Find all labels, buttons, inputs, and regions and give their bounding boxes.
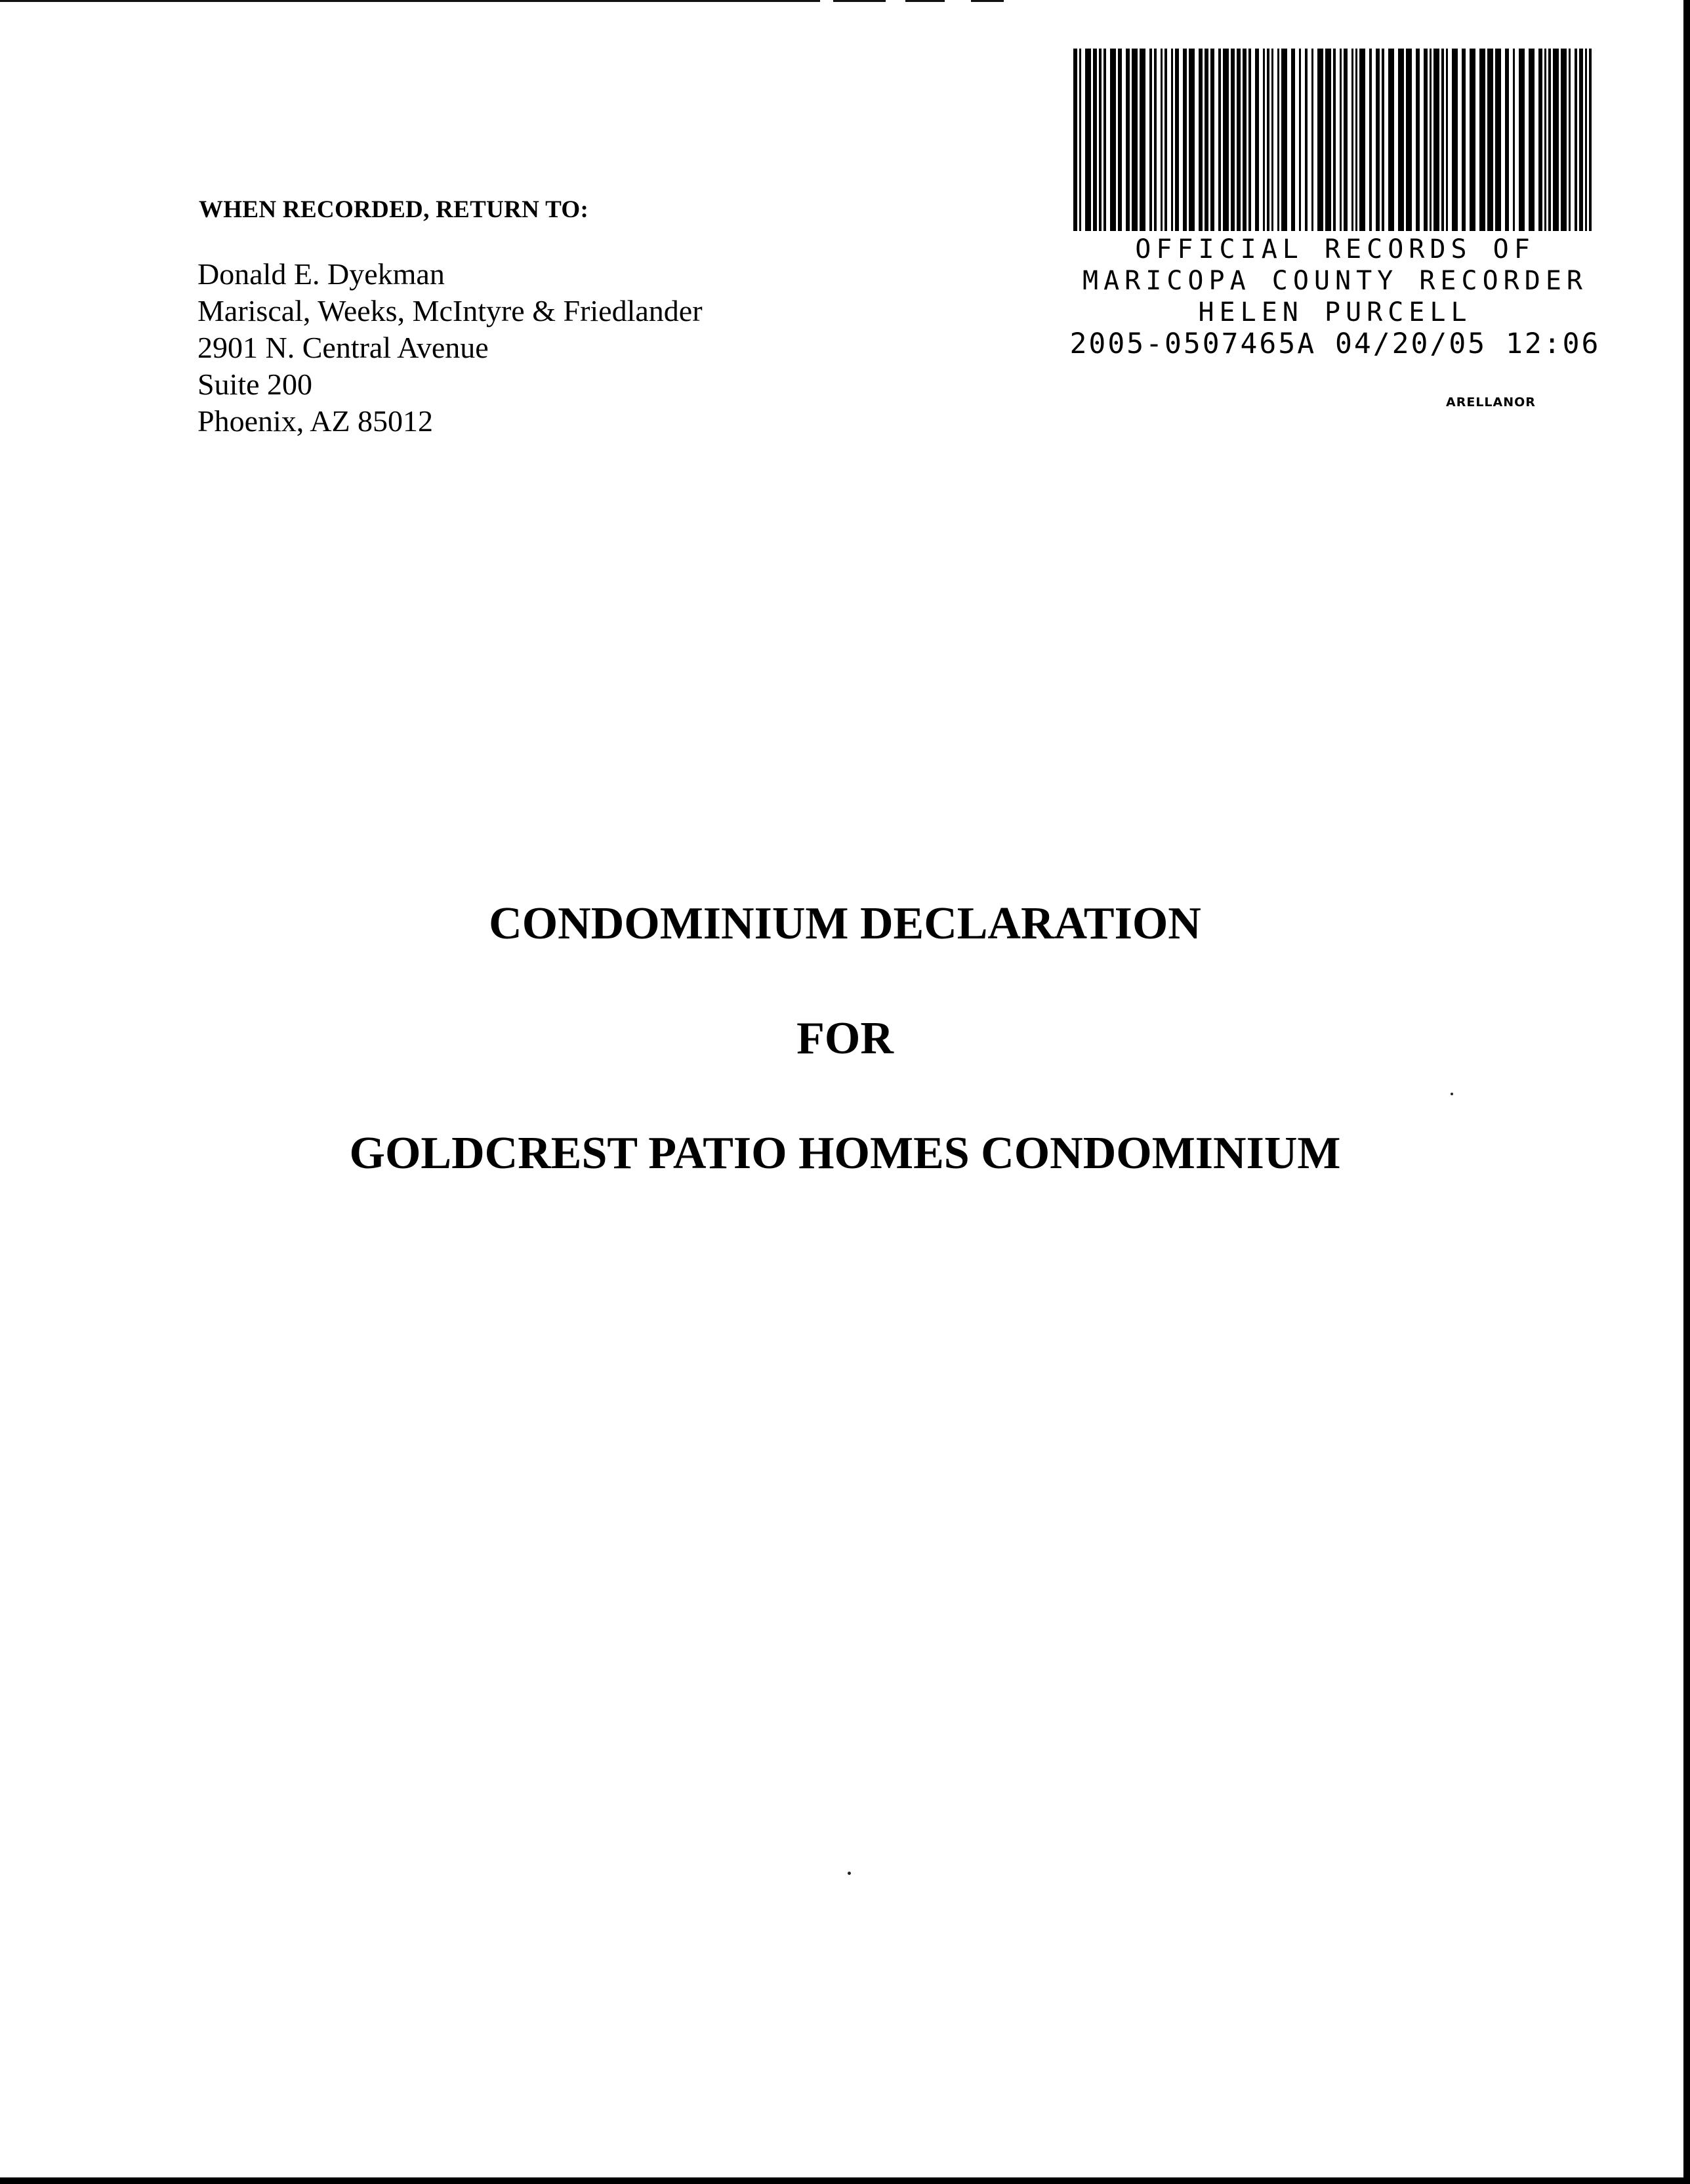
barcode-bar — [1271, 49, 1273, 231]
barcode-bar — [1311, 49, 1313, 231]
barcode-bar — [1281, 49, 1287, 231]
barcode-bar — [1243, 49, 1247, 231]
address-line-name: Donald E. Dyekman — [197, 257, 445, 291]
barcode-bar — [1333, 49, 1336, 231]
barcode-bar — [1183, 49, 1187, 231]
record-date: 04/20/05 — [1334, 327, 1487, 360]
barcode-bar — [1223, 49, 1229, 231]
document-number: 2005-0507465A — [1069, 327, 1317, 360]
barcode-bar — [1355, 49, 1357, 231]
barcode-bar — [1579, 49, 1583, 231]
barcode-bar — [1538, 49, 1542, 231]
barcode-bar — [1149, 49, 1152, 231]
barcode-bar — [1406, 49, 1412, 231]
barcode-bar — [1267, 49, 1269, 231]
barcode-bar — [1175, 49, 1179, 231]
barcode-bar — [1248, 49, 1251, 231]
barcode-bar — [1487, 49, 1493, 231]
barcode-bar — [1118, 49, 1122, 231]
recording-info — [1050, 328, 1620, 360]
barcode-bar — [1561, 49, 1567, 231]
barcode-bar — [1452, 49, 1458, 231]
recorder-office-line1: OFFICIAL RECORDS OF — [1135, 234, 1535, 264]
barcode-bar — [1189, 49, 1195, 231]
barcode-bar — [1433, 49, 1439, 231]
barcode-bar — [1351, 49, 1353, 231]
barcode-bar — [1340, 49, 1342, 231]
record-time: 12:06 — [1505, 327, 1601, 360]
barcode-bar — [1376, 49, 1380, 231]
address-line-suite: Suite 200 — [197, 368, 313, 401]
barcode-bar — [1430, 49, 1432, 231]
barcode-bar — [1140, 49, 1145, 231]
address-line-city: Phoenix, AZ 85012 — [197, 404, 434, 438]
recorder-stamp — [1050, 234, 1620, 360]
barcode-bar — [1359, 49, 1365, 231]
barcode-bar — [1398, 49, 1404, 231]
barcode-bar — [1073, 49, 1077, 231]
barcode-bar — [1299, 49, 1301, 231]
barcode-bar — [1263, 49, 1265, 231]
barcode-bar — [1513, 49, 1515, 231]
scan-bottom-edge — [0, 2177, 1690, 2184]
barcode-bar — [1210, 49, 1214, 231]
barcode-bar — [1325, 49, 1331, 231]
barcode-bar — [1126, 49, 1130, 231]
barcode-bar — [1079, 49, 1081, 231]
barcode-bar — [1544, 49, 1546, 231]
barcode-bar — [1441, 49, 1444, 231]
scan-speck — [1451, 1093, 1453, 1095]
scan-top-rule — [0, 0, 1037, 2]
address-line-firm: Mariscal, Weeks, McIntyre & Friedlander — [197, 294, 703, 327]
barcode-bar — [1085, 49, 1091, 231]
barcode-bar — [1369, 49, 1372, 231]
return-to-heading: WHEN RECORDED, RETURN TO: — [199, 196, 589, 223]
barcode-bar — [1218, 49, 1221, 231]
barcode-bar — [1589, 49, 1592, 231]
barcode-bar — [1462, 49, 1466, 231]
barcode-bar — [1553, 49, 1559, 231]
barcode-bar — [1255, 49, 1259, 231]
barcode-bar — [1548, 49, 1551, 231]
barcode-bar — [1382, 49, 1384, 231]
address-line-street: 2901 N. Central Avenue — [197, 331, 489, 364]
document-title-line3: GOLDCREST PATIO HOMES CONDOMINIUM — [349, 1128, 1341, 1179]
barcode-bar — [1529, 49, 1535, 231]
barcode-bar — [1103, 49, 1106, 231]
scan-right-edge — [1683, 0, 1690, 2184]
barcode-bar — [1519, 49, 1525, 231]
recorder-office-line2: MARICOPA COUNTY RECORDER — [1082, 266, 1588, 296]
scan-speck — [848, 1872, 851, 1875]
recorder-name: HELEN PURCELL — [1198, 297, 1472, 327]
barcode-bar — [1164, 49, 1167, 231]
barcode-bar — [1470, 49, 1475, 231]
barcode-bar — [1416, 49, 1420, 231]
barcode-bar — [1237, 49, 1241, 231]
barcode-bar — [1199, 49, 1203, 231]
barcode-bar — [1424, 49, 1428, 231]
barcode-bar — [1495, 49, 1501, 231]
barcode-bar — [1205, 49, 1208, 231]
barcode-bar — [1231, 49, 1235, 231]
clerk-id: ARELLANOR — [1446, 395, 1536, 410]
document-title-line1: CONDOMINIUM DECLARATION — [489, 898, 1201, 949]
barcode-bar — [1575, 49, 1577, 231]
barcode-bar — [1132, 49, 1138, 231]
barcode-bar — [1099, 49, 1102, 231]
barcode-bar — [1093, 49, 1097, 231]
barcode-bar — [1344, 49, 1348, 231]
barcode-bar — [1585, 49, 1587, 231]
barcode-icon — [1071, 49, 1596, 231]
barcode-bar — [1291, 49, 1295, 231]
barcode-bar — [1479, 49, 1485, 231]
barcode-bar — [1110, 49, 1116, 231]
barcode-bar — [1154, 49, 1157, 231]
return-address — [197, 256, 703, 440]
barcode-bar — [1277, 49, 1279, 231]
barcode-bar — [1161, 49, 1163, 231]
barcode-bar — [1505, 49, 1509, 231]
barcode-bar — [1569, 49, 1571, 231]
document-title-line2: FOR — [796, 1013, 894, 1064]
barcode-bar — [1171, 49, 1173, 231]
barcode-bar — [1388, 49, 1394, 231]
barcode-bar — [1446, 49, 1448, 231]
barcode-bar — [1305, 49, 1308, 231]
barcode-bar — [1317, 49, 1323, 231]
